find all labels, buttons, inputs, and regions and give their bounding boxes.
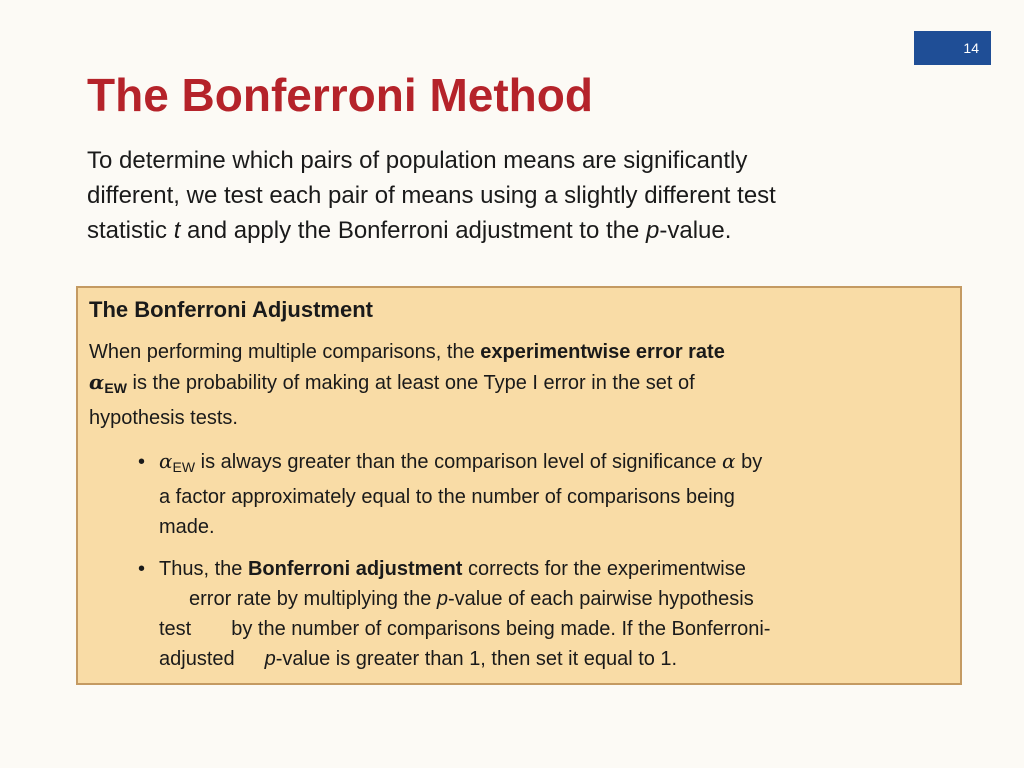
slide-title: The Bonferroni Method: [87, 69, 593, 121]
bullet-2-line-2: [138, 584, 948, 614]
bullet-2-text-a: Thus, the: [159, 558, 248, 580]
intro-text-statistic: statistic: [87, 217, 174, 244]
bullet-dot: •: [138, 558, 146, 580]
bullet-2-line-4: [138, 644, 948, 674]
definition-paragraph: [89, 337, 949, 433]
definition-line-1: [89, 337, 949, 367]
bullet-dot: •: [138, 451, 146, 473]
callout-heading: The Bonferroni Adjustment: [89, 297, 373, 322]
intro-line-3: [87, 213, 947, 248]
page-number: 14: [963, 40, 979, 56]
bullet-2-text-h: -value is greater than 1, then set it equal to 1.: [275, 648, 678, 670]
bullet-1-line-3: made.: [159, 516, 215, 538]
alpha-subscript: EW: [172, 459, 196, 475]
bullet-2-text-e: test: [159, 618, 192, 640]
bullet-2-line-1: [138, 554, 948, 584]
page-number-badge: [914, 31, 991, 65]
bullet-2-line-3: [138, 614, 948, 644]
bullet-1-text-b: by: [735, 451, 763, 473]
definition-line-3: hypothesis tests.: [89, 407, 238, 429]
definition-text-a: When performing multiple comparisons, the: [89, 341, 481, 363]
intro-text-apply: and apply the Bonferroni adjustment to the: [180, 217, 646, 244]
bullet-2-text-b: corrects for the experimentwise: [462, 558, 746, 580]
bonferroni-adjustment-box: [76, 286, 962, 685]
bullet-1-line-2: a factor approximately equal to the number of comparisons being: [159, 486, 735, 508]
bonferroni-adjustment-term: Bonferroni adjustment: [247, 558, 463, 580]
intro-p-symbol: p: [646, 217, 660, 244]
bullet-2-text-d: -value of each pairwise hypothesis: [448, 588, 754, 610]
alpha-subscript: EW: [104, 380, 127, 396]
bullet-2-text-c: error rate by multiplying the: [189, 588, 437, 610]
intro-paragraph: [87, 143, 947, 248]
intro-text-value: -value.: [659, 217, 732, 244]
p-symbol: p: [436, 588, 449, 610]
bullet-2-text-f: by the number of comparisons being made. If the Bonferroni-: [231, 618, 771, 640]
definition-text-b: is the probability of making at least one Type I error in the set of: [126, 372, 695, 394]
alpha-symbol: α: [89, 370, 105, 394]
experimentwise-error-rate-term: experimentwise error rate: [480, 341, 725, 363]
intro-line-1: To determine which pairs of population means are significantly: [87, 147, 748, 174]
definition-line-2: [89, 367, 949, 403]
p-symbol: p: [264, 648, 276, 670]
alpha-symbol: α: [159, 449, 173, 473]
bullet-item-1: [138, 446, 948, 542]
intro-line-2: different, we test each pair of means using a slightly different test: [87, 182, 776, 209]
bullet-item-2: [138, 554, 948, 674]
bullet-1-line-1: [138, 446, 948, 482]
alpha-symbol: α: [722, 449, 736, 473]
bullet-1-text-a: is always greater than the comparison level of significance: [195, 451, 723, 473]
bullet-2-text-g: adjusted: [159, 648, 235, 670]
intro-t-symbol: t: [173, 217, 181, 244]
